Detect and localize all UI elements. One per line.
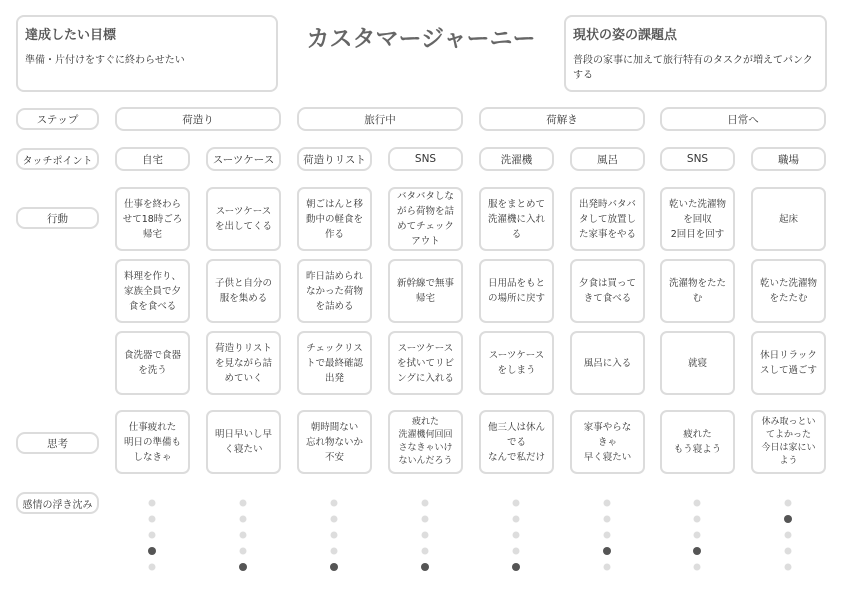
row-label-step: ステップ	[16, 108, 99, 130]
action-card: 子供と自分の 服を集める	[206, 259, 281, 323]
emotion-dot	[422, 500, 429, 507]
touchpoint-home: 自宅	[115, 147, 190, 171]
action-card: 風呂に入る	[570, 331, 645, 395]
row-label-touchpoint: タッチポイント	[16, 148, 99, 170]
touchpoint-sns-2: SNS	[660, 147, 735, 171]
touchpoint-washing-machine: 洗濯機	[479, 147, 554, 171]
emotion-dot	[240, 516, 247, 523]
emotion-dot	[513, 516, 520, 523]
emotion-dot	[331, 516, 338, 523]
action-card: スーツケース を出してくる	[206, 187, 281, 251]
emotion-dot	[604, 564, 611, 571]
emotion-dot	[604, 516, 611, 523]
action-card: 新幹線で無事 帰宅	[388, 259, 463, 323]
action-card: チェックリス トで最終確認 出発	[297, 331, 372, 395]
emotion-dot-active	[421, 563, 429, 571]
emotion-dot	[422, 516, 429, 523]
issue-title: 現状の姿の課題点	[573, 28, 678, 43]
emotion-dot	[694, 500, 701, 507]
emotion-dot	[331, 500, 338, 507]
action-card: 就寝	[660, 331, 735, 395]
emotion-dot	[331, 532, 338, 539]
action-card: スーツケース をしまう	[479, 331, 554, 395]
emotion-dot	[240, 532, 247, 539]
action-card: 乾いた洗濯物 を回収 2回目を回す	[660, 187, 735, 251]
step-packing: 荷造り	[115, 107, 281, 131]
action-card: 夕食は買って きて食べる	[570, 259, 645, 323]
action-card: 休日リラック スして過ごす	[751, 331, 826, 395]
action-card: 食洗器で食器 を洗う	[115, 331, 190, 395]
thought-card: 仕事疲れた 明日の準備も しなきゃ	[115, 410, 190, 474]
touchpoint-workplace: 職場	[751, 147, 826, 171]
emotion-dot	[513, 500, 520, 507]
emotion-dot	[513, 532, 520, 539]
emotion-dot	[694, 516, 701, 523]
step-traveling: 旅行中	[297, 107, 463, 131]
thought-card: 休み取っとい てよかった 今日は家にい よう	[751, 410, 826, 474]
goal-title: 達成したい目標	[25, 28, 117, 43]
emotion-dot	[694, 532, 701, 539]
action-card: スーツケース を拭いてリビ ングに入れる	[388, 331, 463, 395]
action-card: 出発時バタバ タして放置し た家事をやる	[570, 187, 645, 251]
emotion-dot	[149, 532, 156, 539]
action-card: 料理を作り、 家族全員で夕 食を食べる	[115, 259, 190, 323]
emotion-dot	[785, 564, 792, 571]
action-card: 服をまとめて 洗濯機に入れ る	[479, 187, 554, 251]
emotion-dot	[149, 516, 156, 523]
thought-card: 他三人は休ん でる なんで私だけ	[479, 410, 554, 474]
touchpoint-bath: 風呂	[570, 147, 645, 171]
emotion-dot-active	[603, 547, 611, 555]
action-card: 昨日詰められ なかった荷物 を詰める	[297, 259, 372, 323]
thought-card: 朝時間ない 忘れ物ないか 不安	[297, 410, 372, 474]
emotion-dot	[785, 500, 792, 507]
emotion-dot	[149, 500, 156, 507]
thought-card: 疲れた もう寝よう	[660, 410, 735, 474]
emotion-dot-active	[330, 563, 338, 571]
goal-text: 準備・片付けをすぐに終わらせたい	[25, 55, 185, 66]
action-card: バタバタしな がら荷物を詰 めてチェック アウト	[388, 187, 463, 251]
emotion-dot-active	[512, 563, 520, 571]
action-card: 荷造りリスト を見ながら詰 めていく	[206, 331, 281, 395]
emotion-dot-active	[784, 515, 792, 523]
action-card: 洗濯物をたた む	[660, 259, 735, 323]
step-unpacking: 荷解き	[479, 107, 645, 131]
action-card: 朝ごはんと移 動中の軽食を 作る	[297, 187, 372, 251]
touchpoint-suitcase: スーツケース	[206, 147, 281, 171]
issue-text: 普段の家事に加えて旅行特有のタスクが増えてパンクする	[573, 55, 813, 81]
emotion-dot	[149, 564, 156, 571]
emotion-dot	[785, 532, 792, 539]
row-label-emotion: 感情の浮き沈み	[16, 492, 99, 514]
action-card: 日用品をもと の場所に戻す	[479, 259, 554, 323]
emotion-dot	[785, 548, 792, 555]
page-title: カスタマージャーニー	[306, 26, 536, 52]
emotion-dot	[604, 500, 611, 507]
row-label-action: 行動	[16, 207, 99, 229]
thought-card: 疲れた 洗濯機何回回 さなきゃいけ ないんだろう	[388, 410, 463, 474]
action-card: 起床	[751, 187, 826, 251]
emotion-dot	[240, 500, 247, 507]
thought-card: 明日早いし早 く寝たい	[206, 410, 281, 474]
emotion-dot-active	[239, 563, 247, 571]
action-card: 仕事を終わら せて18時ごろ 帰宅	[115, 187, 190, 251]
thought-card: 家事やらな きゃ 早く寝たい	[570, 410, 645, 474]
action-card: 乾いた洗濯物 をたたむ	[751, 259, 826, 323]
touchpoint-sns: SNS	[388, 147, 463, 171]
emotion-dot	[331, 548, 338, 555]
step-back-to-daily: 日常へ	[660, 107, 826, 131]
row-label-thought: 思考	[16, 432, 99, 454]
emotion-dot	[694, 564, 701, 571]
touchpoint-packing-list: 荷造りリスト	[297, 147, 372, 171]
emotion-dot	[513, 548, 520, 555]
emotion-dot	[422, 548, 429, 555]
emotion-dot-active	[693, 547, 701, 555]
emotion-dot-active	[148, 547, 156, 555]
emotion-dot	[604, 532, 611, 539]
emotion-dot	[422, 532, 429, 539]
emotion-dot	[240, 548, 247, 555]
